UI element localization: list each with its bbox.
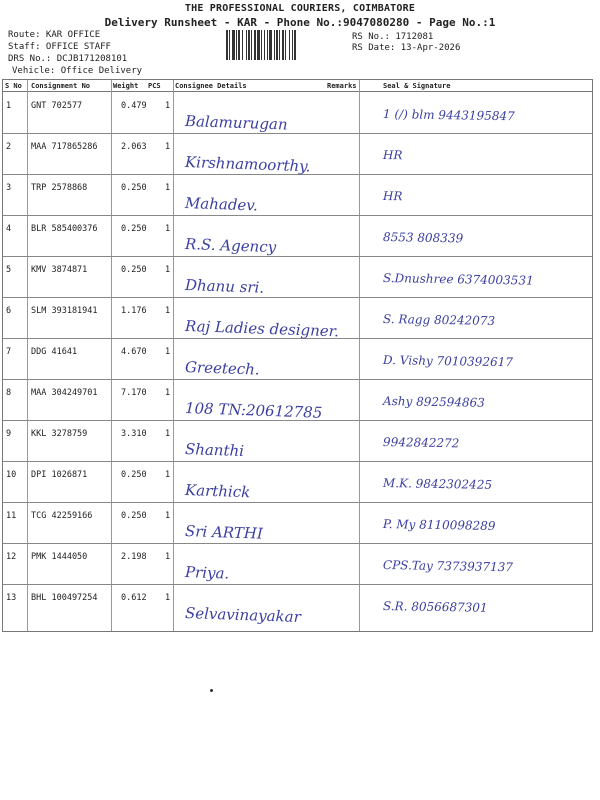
row-consignee-handwritten: Kirshnamoorthy.: [184, 153, 311, 176]
table-row: [3, 462, 592, 503]
row-consignment-no: MAA 717865286: [31, 142, 98, 152]
row-pcs: 1: [165, 470, 171, 480]
row-consignee-handwritten: Sri ARTHI: [184, 522, 264, 543]
column-header-weight: Weight: [113, 82, 139, 90]
row-sno: 10: [6, 470, 17, 480]
row-signature-handwritten: D. Vishy 7010392617: [382, 353, 514, 370]
row-sno: 8: [6, 388, 12, 398]
row-weight: 2.198: [121, 552, 147, 562]
row-pcs: 1: [165, 142, 171, 152]
row-consignment-no: KMV 3874871: [31, 265, 88, 275]
row-weight: 4.670: [121, 347, 147, 357]
row-consignment-no: TCG 42259166: [31, 511, 93, 521]
row-sno: 13: [6, 593, 17, 603]
table-row: [3, 544, 592, 585]
row-sno: 5: [6, 265, 12, 275]
row-signature-handwritten: HR: [382, 148, 403, 163]
row-signature-handwritten: S.Dnushree 6374003531: [382, 271, 534, 288]
table-row: [3, 134, 592, 175]
row-weight: 0.250: [121, 511, 147, 521]
table-row: [3, 339, 592, 380]
row-consignee-handwritten: Balamurugan: [184, 112, 288, 134]
drs-number: DRS No.: DCJB171208101: [8, 54, 128, 64]
column-header-consignee: Consignee Details: [175, 82, 247, 90]
rs-date: RS Date: 13-Apr-2026: [352, 43, 461, 53]
row-sno: 6: [6, 306, 12, 316]
row-pcs: 1: [165, 265, 171, 275]
table-row: [3, 421, 592, 462]
row-consignment-no: MAA 304249701: [31, 388, 98, 398]
barcode-image: [226, 30, 346, 60]
column-header-signature: Seal & Signature: [383, 82, 451, 90]
row-pcs: 1: [165, 429, 171, 439]
table-row: [3, 257, 592, 298]
row-signature-handwritten: P. My 8110098289: [382, 517, 496, 533]
row-pcs: 1: [165, 183, 171, 193]
row-sno: 12: [6, 552, 17, 562]
row-signature-handwritten: M.K. 9842302425: [382, 476, 493, 492]
row-signature-handwritten: HR: [382, 189, 403, 204]
row-consignment-no: KKL 3278759: [31, 429, 88, 439]
runsheet-table: [2, 79, 593, 632]
row-consignee-handwritten: Karthick: [184, 481, 251, 502]
row-sno: 3: [6, 183, 12, 193]
table-row: [3, 93, 592, 134]
row-weight: 0.250: [121, 265, 147, 275]
row-consignment-no: GNT 702577: [31, 101, 83, 111]
column-header-sno: S No: [5, 82, 22, 90]
row-pcs: 1: [165, 101, 171, 111]
route-label: Route: KAR OFFICE: [8, 30, 101, 40]
table-row: [3, 216, 592, 257]
row-consignment-no: PMK 1444050: [31, 552, 88, 562]
row-weight: 3.310: [121, 429, 147, 439]
row-weight: 0.250: [121, 470, 147, 480]
row-weight: 2.063: [121, 142, 147, 152]
table-header: [3, 80, 592, 92]
row-consignee-handwritten: R.S. Agency: [184, 235, 277, 257]
row-consignee-handwritten: Selvavinayakar: [184, 604, 302, 627]
row-weight: 7.170: [121, 388, 147, 398]
row-sno: 7: [6, 347, 12, 357]
row-weight: 1.176: [121, 306, 147, 316]
row-pcs: 1: [165, 511, 171, 521]
column-header-consignment: Consignment No: [31, 82, 91, 90]
column-header-pcs: PCS: [148, 82, 161, 90]
row-signature-handwritten: 1 (/) blm 9443195847: [382, 107, 515, 124]
table-row: [3, 585, 592, 626]
row-consignee-handwritten: Dhanu sri.: [184, 276, 265, 297]
row-signature-handwritten: CPS.Tay 7373937137: [382, 558, 514, 575]
row-weight: 0.612: [121, 593, 147, 603]
row-sno: 2: [6, 142, 12, 152]
row-sno: 11: [6, 511, 17, 521]
row-consignee-handwritten: 108 TN:20612785: [184, 399, 323, 422]
row-sno: 1: [6, 101, 12, 111]
row-signature-handwritten: 8553 808339: [382, 230, 464, 246]
runsheet-title: THE PROFESSIONAL COURIERS, COIMBATORE: [184, 3, 416, 14]
vehicle-label: Vehicle: Office Delivery: [12, 66, 143, 76]
row-consignee-handwritten: Mahadev.: [184, 194, 259, 215]
row-signature-handwritten: S. Ragg 80242073: [382, 312, 496, 328]
staff-label: Staff: OFFICE STAFF: [8, 42, 111, 52]
row-consignment-no: SLM 393181941: [31, 306, 98, 316]
row-sno: 4: [6, 224, 12, 234]
row-pcs: 1: [165, 388, 171, 398]
row-pcs: 1: [165, 593, 171, 603]
row-consignee-handwritten: Greetech.: [184, 358, 260, 379]
table-row: [3, 298, 592, 339]
row-consignment-no: BLR 585400376: [31, 224, 98, 234]
row-consignment-no: TRP 2578868: [31, 183, 88, 193]
table-row: [3, 380, 592, 421]
row-sno: 9: [6, 429, 12, 439]
row-consignee-handwritten: Shanthi: [184, 440, 245, 461]
row-consignment-no: DPI 1026871: [31, 470, 88, 480]
row-pcs: 1: [165, 224, 171, 234]
row-pcs: 1: [165, 347, 171, 357]
row-weight: 0.479: [121, 101, 147, 111]
row-pcs: 1: [165, 552, 171, 562]
row-consignee-handwritten: Raj Ladies designer.: [184, 317, 340, 341]
column-header-remarks: Remarks: [327, 82, 357, 90]
row-signature-handwritten: Ashy 892594863: [382, 394, 485, 410]
runsheet-subtitle: Delivery Runsheet - KAR - Phone No.:9047080280 - Page No.:1: [104, 16, 496, 29]
row-weight: 0.250: [121, 224, 147, 234]
row-signature-handwritten: 9942842272: [382, 435, 460, 451]
table-row: [3, 175, 592, 216]
stray-ink-dot: [210, 689, 213, 692]
row-signature-handwritten: S.R. 8056687301: [382, 599, 488, 615]
row-consignment-no: DDG 41641: [31, 347, 78, 357]
rs-number: RS No.: 1712081: [352, 32, 434, 42]
table-row: [3, 503, 592, 544]
row-weight: 0.250: [121, 183, 147, 193]
row-consignee-handwritten: Priya.: [184, 563, 230, 583]
row-consignment-no: BHL 100497254: [31, 593, 98, 603]
row-pcs: 1: [165, 306, 171, 316]
